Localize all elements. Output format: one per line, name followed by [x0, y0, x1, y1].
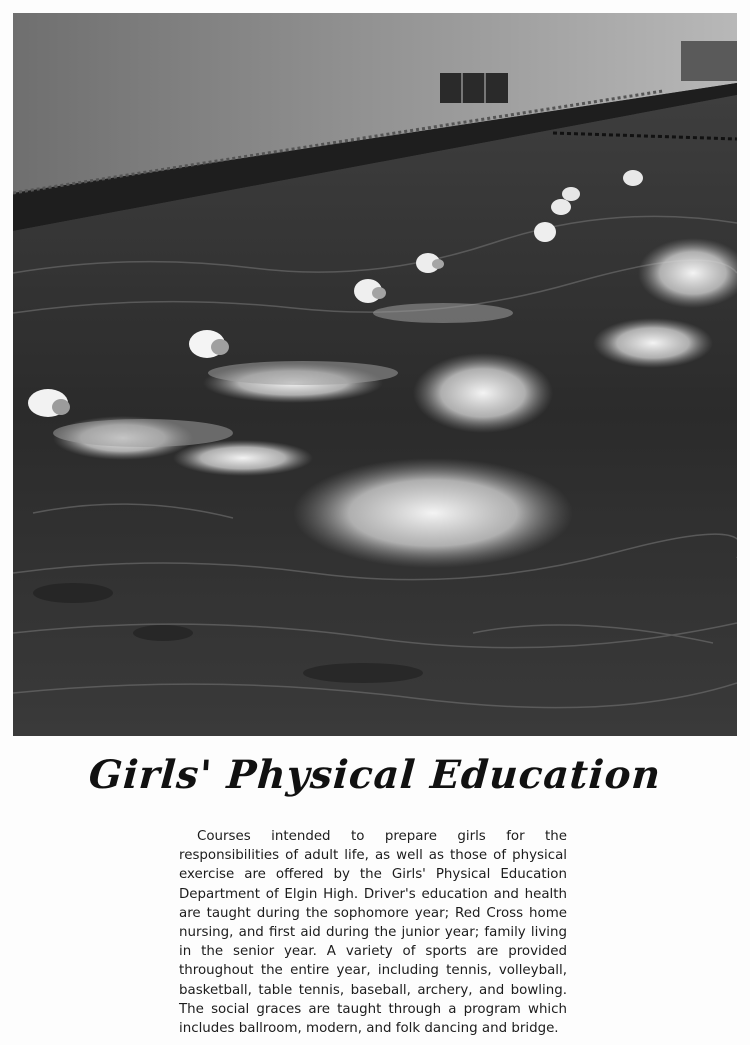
swim-cap: [562, 187, 580, 201]
swimmers-in-pool-photo: [13, 13, 737, 736]
body-paragraph: Courses intended to prepare girls for the responsibilities of adult life, as well as those of physical exercise are offered by the Girls' Physical Education Department of Elgin High. Driver's education and health are taught during the sophomore year; Red Cross home nursing, and first aid during the junior year; family living in the senior year. A variety of sports are provided throughout the entire year, including tennis, volleyball, basketball, table tennis, baseball, archery, and bowling. The social graces are taught through a program which includes ballroom, modern, and folk dancing and bridge.: [179, 829, 567, 1037]
splash: [593, 318, 713, 368]
page-title: Girls' Physical Education: [87, 752, 663, 798]
wall-vent: [440, 73, 508, 103]
swim-cap: [623, 170, 643, 186]
swim-cap: [551, 199, 571, 215]
splash: [173, 440, 313, 476]
swim-cap: [534, 222, 556, 242]
splash: [293, 458, 573, 568]
splash: [413, 353, 553, 433]
pool-ladder: [681, 41, 737, 81]
pool-photo-illustration: [13, 13, 737, 736]
